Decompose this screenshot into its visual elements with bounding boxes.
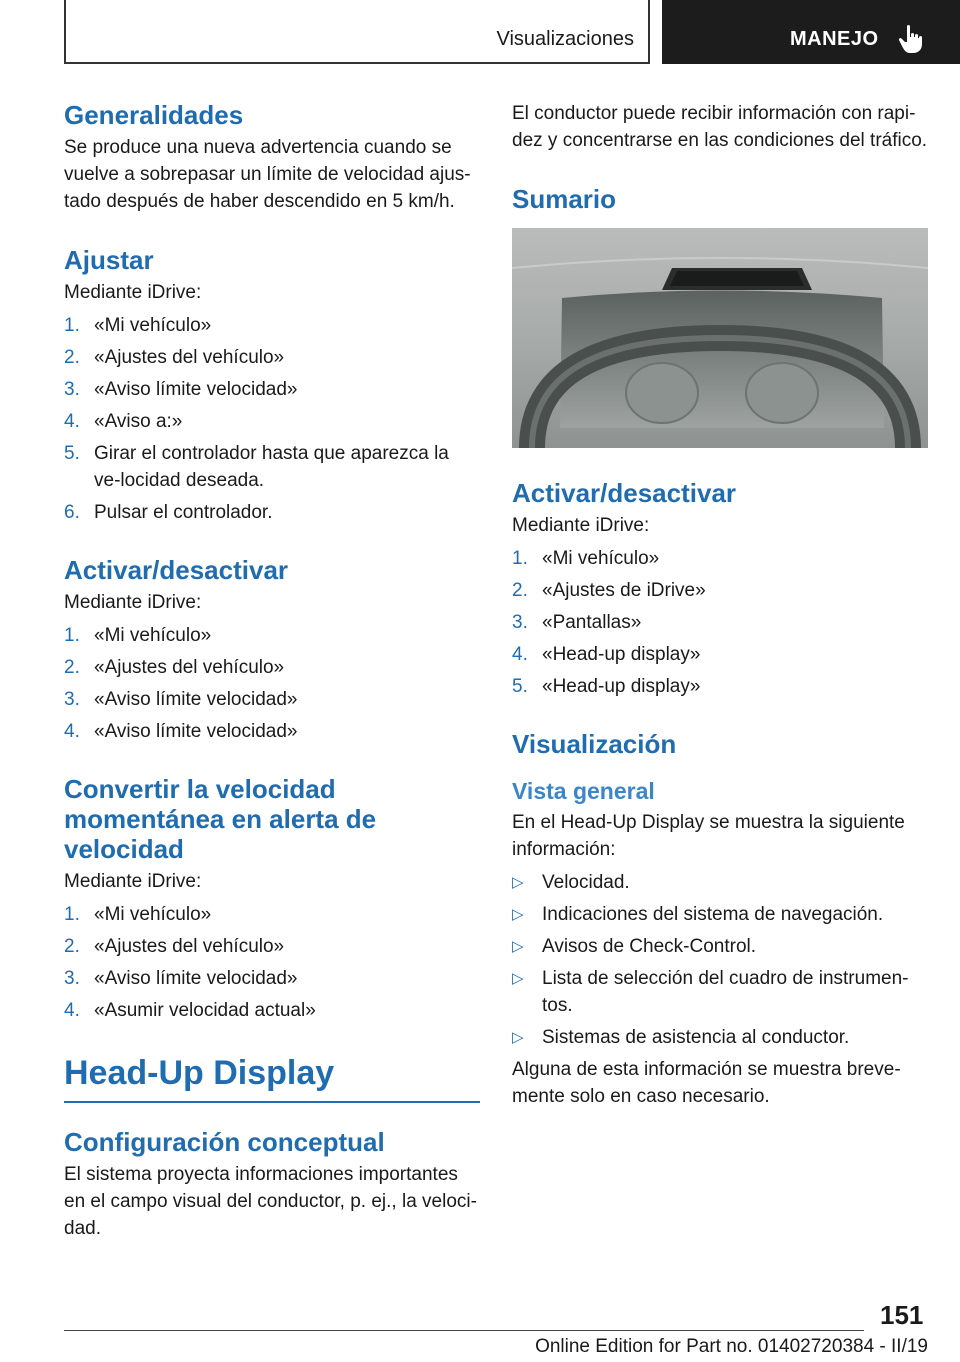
list-item: 4. «Aviso límite velocidad»: [64, 721, 298, 742]
list-item: 4. «Asumir velocidad actual»: [64, 1000, 316, 1021]
footer-edition: Online Edition for Part no. 01402720384 - II/19: [535, 1336, 928, 1357]
continued-text: El conductor puede recibir información con rapi-dez y concentrarse en las condiciones del tráfico.: [512, 103, 928, 151]
header-chapter-box: [662, 0, 960, 64]
dashboard-image: [512, 228, 928, 448]
config-text: El sistema proyecta informaciones importantes en el campo visual del conductor, p. ej., la veloci-dad.: [64, 1164, 477, 1239]
ajustar-intro: Mediante iDrive:: [64, 282, 202, 303]
list-item: 1. «Mi vehículo»: [64, 315, 212, 336]
visualizacion-intro: En el Head-Up Display se muestra la siguiente información:: [512, 812, 905, 860]
convertir-heading: Convertir la velocidad momentánea en alerta de velocidad: [64, 774, 377, 864]
header-section-box: [64, 0, 650, 64]
config-heading: Configuración conceptual: [64, 1127, 385, 1157]
list-item: 1. «Mi vehículo»: [512, 548, 660, 569]
list-item: 6. Pulsar el controlador.: [64, 502, 273, 523]
list-item: ▷ Lista de selección del cuadro de instrumen-tos.: [512, 968, 909, 1016]
left-column: [64, 100, 480, 1242]
list-item: 1. «Mi vehículo»: [64, 625, 212, 646]
list-item: 2. «Ajustes del vehículo»: [64, 936, 285, 957]
list-item: ▷ Sistemas de asistencia al conductor.: [512, 1027, 850, 1048]
list-item: ▷ Velocidad.: [512, 872, 630, 893]
activar-steps-left: [64, 622, 480, 745]
list-item: ▷ Avisos de Check-Control.: [512, 936, 757, 957]
header-chapter-title: MANEJO: [790, 28, 879, 50]
list-item: 3. «Aviso límite velocidad»: [64, 689, 298, 710]
list-item: 5. «Head-up display»: [512, 676, 701, 697]
list-item: 1. «Mi vehículo»: [64, 904, 212, 925]
list-item: 2. «Ajustes del vehículo»: [64, 657, 285, 678]
sumario-heading: Sumario: [512, 184, 617, 214]
generalidades-text: Se produce una nueva advertencia cuando se vuelve a sobrepasar un límite de velocidad ajus-tado después de haber descendido en 5 km/h.: [64, 137, 471, 212]
list-item: 4. «Aviso a:»: [64, 411, 183, 432]
activar-heading-right: Activar/desactivar: [512, 478, 737, 508]
right-column: [512, 100, 928, 1110]
activar-intro-right: Mediante iDrive:: [512, 515, 650, 536]
activar-steps-right: [512, 545, 928, 700]
convertir-steps: [64, 901, 480, 1024]
list-item: 4. «Head-up display»: [512, 644, 701, 665]
vista-general-heading: Vista general: [512, 778, 655, 804]
hud-heading: Head-Up Display: [64, 1053, 480, 1103]
activar-intro-left: Mediante iDrive:: [64, 592, 202, 613]
page-number: 151: [880, 1300, 924, 1330]
ajustar-steps: [64, 312, 480, 526]
visualizacion-heading: Visualización: [512, 729, 677, 759]
visualizacion-items: [512, 869, 928, 1051]
list-item: 5. Girar el controlador hasta que aparezca la ve-locidad deseada.: [64, 443, 449, 491]
list-item: 3. «Pantallas»: [512, 612, 642, 633]
list-item: ▷ Indicaciones del sistema de navegación.: [512, 904, 884, 925]
visualizacion-outro: Alguna de esta información se muestra breve-mente solo en caso necesario.: [512, 1059, 901, 1107]
header-section-title: Visualizaciones: [496, 28, 634, 50]
footer-divider: [64, 1330, 864, 1331]
convertir-intro: Mediante iDrive:: [64, 871, 202, 892]
ajustar-heading: Ajustar: [64, 245, 154, 275]
generalidades-heading: Generalidades: [64, 100, 244, 130]
list-item: 2. «Ajustes de iDrive»: [512, 580, 706, 601]
activar-heading-left: Activar/desactivar: [64, 555, 289, 585]
list-item: 2. «Ajustes del vehículo»: [64, 347, 285, 368]
list-item: 3. «Aviso límite velocidad»: [64, 968, 298, 989]
hand-pointer-icon: [898, 24, 924, 54]
list-item: 3. «Aviso límite velocidad»: [64, 379, 298, 400]
